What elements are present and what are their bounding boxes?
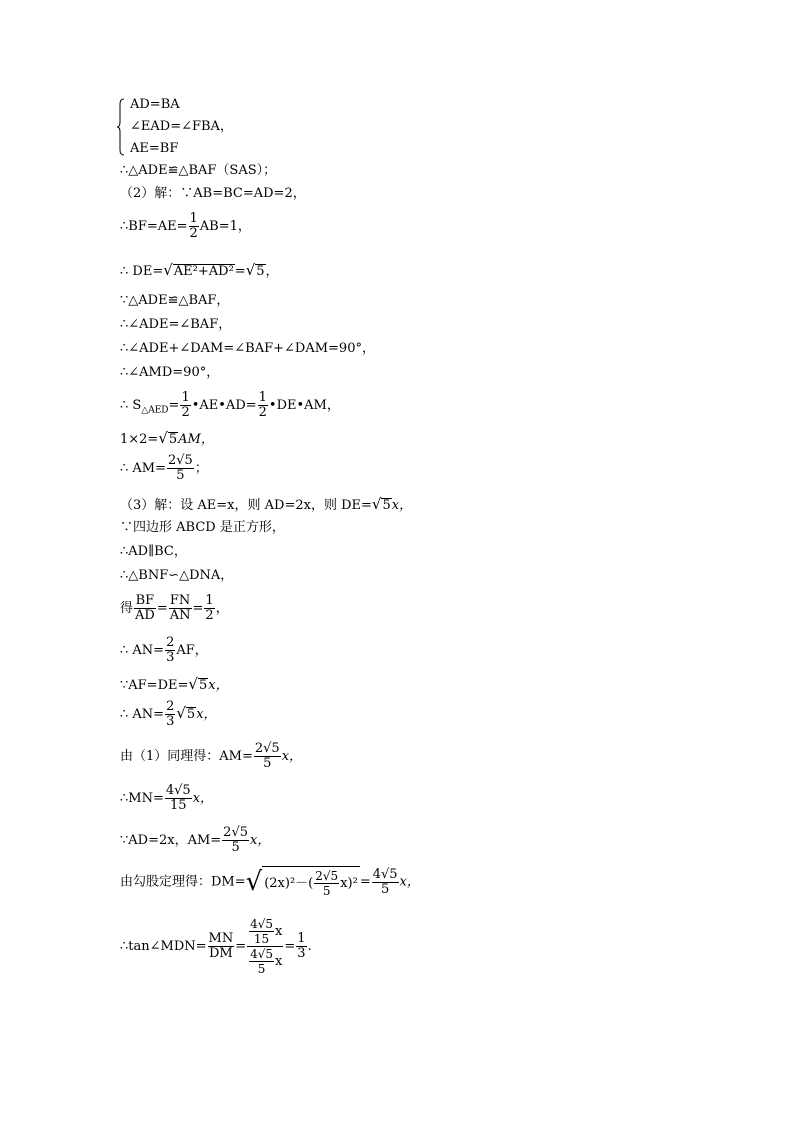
line-bf: ∴BF=AE= $\frac{1}{2}$ AB=1， — [120, 211, 251, 241]
system-line-1: AD=BA — [130, 97, 180, 112]
line-tan: ∴tan∠MDN= $\frac{MN}{DM}$ = $\frac{4√5}{15}$ x $\frac{4√5}{5}$ x = $\frac{1}{3}$ . — [120, 917, 312, 976]
system-line-2: ∠EAD=∠FBA， — [130, 119, 233, 134]
line-14: ∴AD∥BC， — [120, 544, 187, 559]
congruence-conclusion: ∴△ADE≌△BAF（SAS）； — [120, 163, 277, 178]
line-an1: ∴ AN= $\frac{2}{3}$ AF， — [120, 635, 208, 665]
line-13: ∵四边形 ABCD 是正方形， — [120, 520, 285, 535]
line-pythagoras: 由勾股定理得：DM=√ (2x)²－( $\frac{2√5}{5}$ x)² = $\frac{4√5}{5}$ x， — [120, 866, 420, 898]
part2-start: （2）解：∵AB=BC=AD=2， — [120, 186, 306, 201]
line-product: 1×2=√5AM， — [120, 429, 214, 447]
part3-start: （3）解：设 AE=x，则 AD=2x，则 DE=√5x， — [120, 495, 413, 513]
system-line-3: AE=BF — [130, 141, 179, 156]
line-7: ∴∠ADE+∠DAM=∠BAF+∠DAM=90°， — [120, 341, 375, 356]
line-8: ∴∠AMD=90°， — [120, 365, 220, 380]
line-ratio: 得 $\frac{BF}{AD}$ = $\frac{FN}{AN}$ = $\frac{1}{2}$ ， — [120, 593, 229, 623]
line-15: ∴△BNF∽△DNA， — [120, 568, 234, 583]
line-mn: ∴MN= $\frac{4√5}{15}$ x， — [120, 783, 214, 813]
line-6: ∴∠ADE=∠BAF， — [120, 317, 232, 332]
line-ad-am: ∵AD=2x，AM= $\frac{2√5}{5}$ x， — [120, 825, 271, 855]
system-brace — [117, 98, 125, 156]
line-an2: ∴ AN= $\frac{2}{3}$ √5x， — [120, 699, 217, 729]
line-am: ∴ AM= $\frac{2√5}{5}$ ； — [120, 453, 208, 483]
line-am-x: 由（1）同理得：AM= $\frac{2√5}{5}$ x， — [120, 741, 303, 771]
line-af: ∵AF=DE=√5x， — [120, 675, 229, 693]
line-de: ∴ DE=√AE²+AD²=√5， — [120, 261, 279, 279]
line-area: ∴ $S_{\triangle AED}=$ $\frac{1}{2}$ •AE•AD= $\frac{1}{2}$ •DE•AM， — [120, 390, 340, 420]
line-5: ∵△ADE≌△BAF， — [120, 293, 230, 308]
